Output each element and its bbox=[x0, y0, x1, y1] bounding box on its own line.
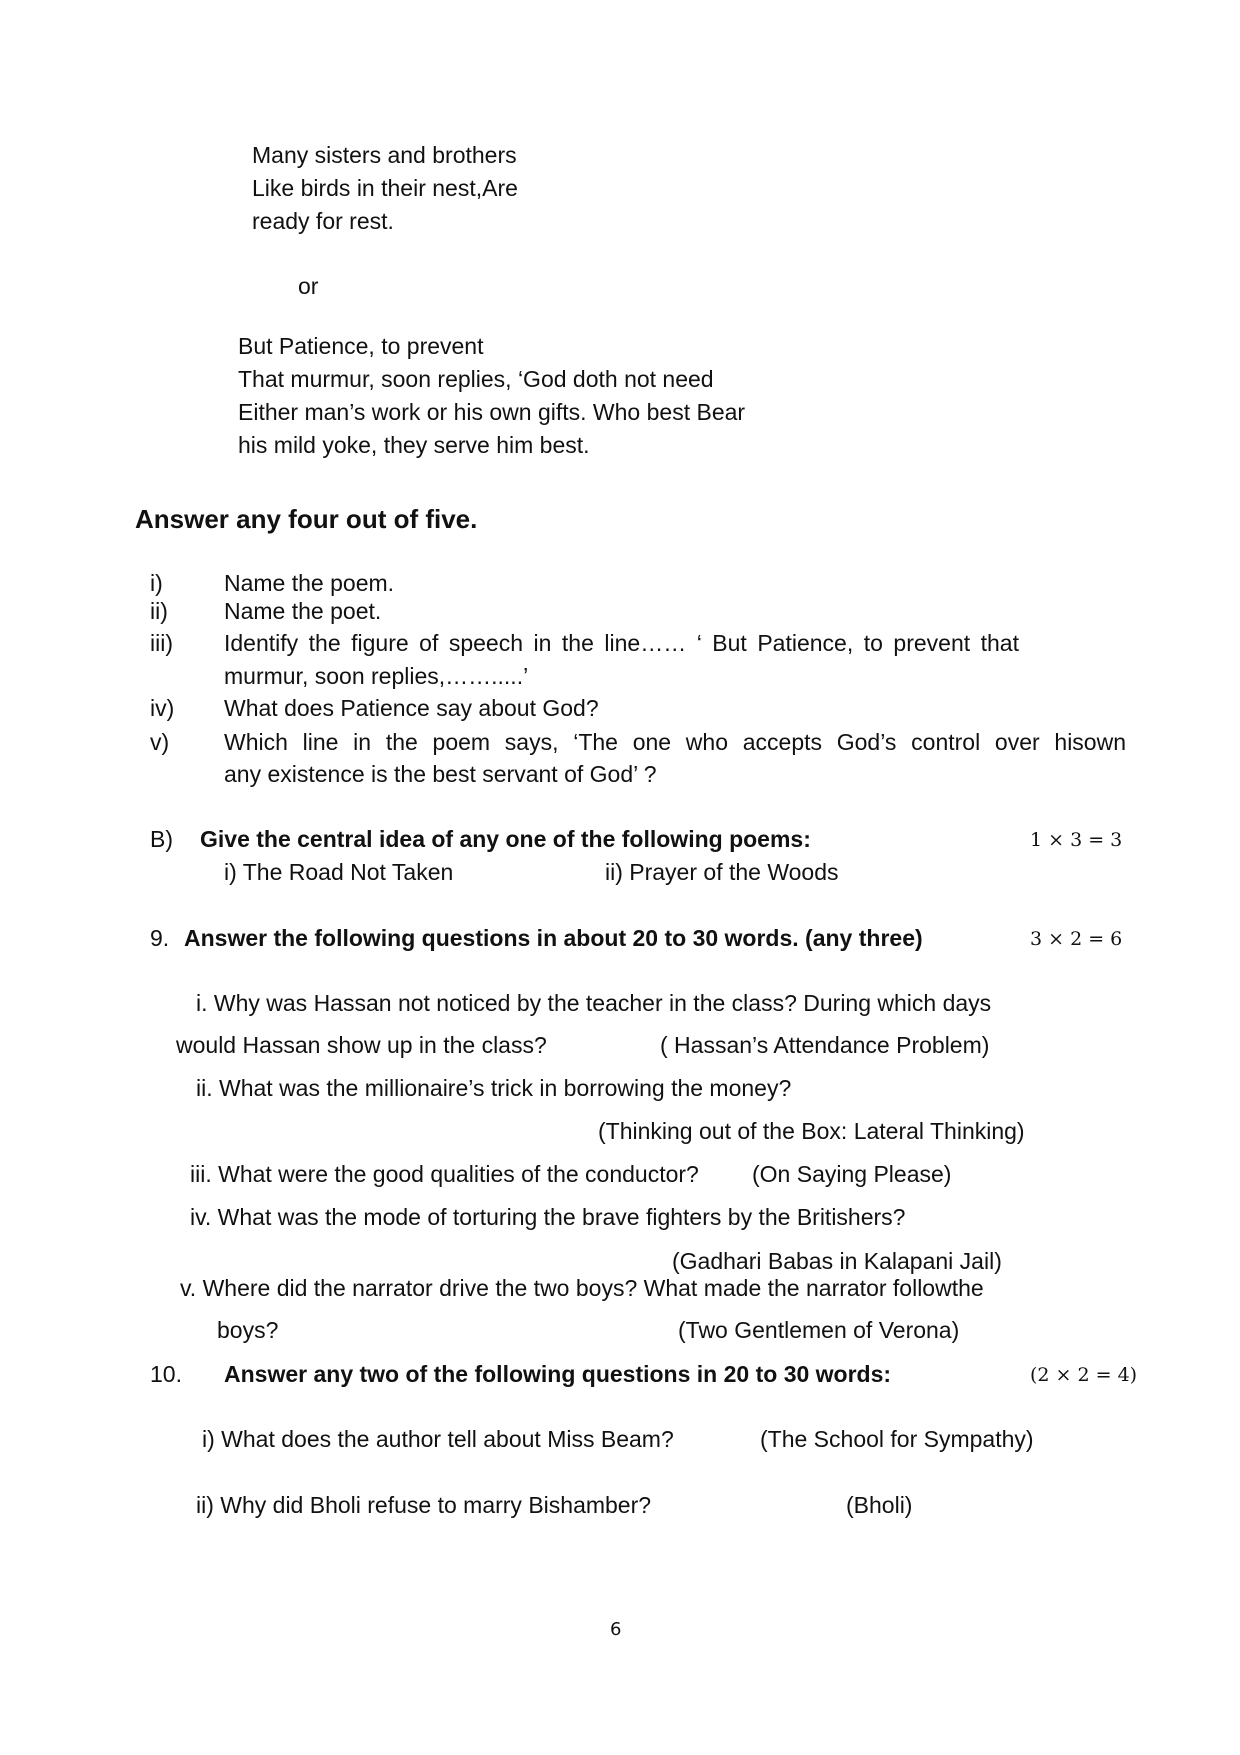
marks-label: (2 × 2 = 4) bbox=[1030, 1364, 1138, 1386]
question-text: iii. What were the good qualities of the conductor? bbox=[190, 1161, 699, 1187]
section-label: B) bbox=[150, 826, 173, 852]
question-text: Which line in the poem says, ‘The one who accepts God’s control over hisown bbox=[224, 729, 1126, 755]
question-text: v. Where did the narrator drive the two boys? What made the narrator followthe bbox=[180, 1275, 984, 1301]
question-heading: Answer the following questions in about 20 to 30 words. (any three) bbox=[184, 925, 923, 951]
poem-line: That murmur, soon replies, ‘God doth not need bbox=[238, 366, 714, 392]
marks-label: 3 × 2 = 6 bbox=[1030, 928, 1123, 950]
section-heading: Answer any four out of five. bbox=[135, 504, 478, 534]
question-number: iii) bbox=[150, 630, 173, 656]
marks-label: 1 × 3 = 3 bbox=[1030, 829, 1123, 851]
poem-line: Many sisters and brothers bbox=[252, 142, 517, 168]
source-label: (On Saying Please) bbox=[752, 1161, 952, 1187]
question-heading: Answer any two of the following questions in 20 to 30 words: bbox=[224, 1361, 892, 1387]
source-label: (Gadhari Babas in Kalapani Jail) bbox=[672, 1248, 1002, 1274]
source-label: ( Hassan’s Attendance Problem) bbox=[660, 1032, 990, 1058]
question-text: Identify the figure of speech in the line…… ‘ But Patience, to prevent that bbox=[224, 630, 1019, 656]
question-text: i) What does the author tell about Miss Beam? bbox=[202, 1426, 674, 1452]
poem-line: Either man’s work or his own gifts. Who best Bear bbox=[238, 399, 746, 425]
question-text: boys? bbox=[217, 1317, 279, 1343]
question-number: ii) bbox=[150, 598, 168, 624]
question-number: i) bbox=[150, 570, 163, 596]
question-number: v) bbox=[150, 729, 170, 755]
question-text: Name the poem. bbox=[224, 570, 395, 596]
question-number: 10. bbox=[150, 1361, 182, 1387]
question-number: 9. bbox=[150, 925, 170, 951]
question-text: What does Patience say about God? bbox=[224, 695, 599, 721]
page-number: 6 bbox=[610, 1619, 622, 1640]
question-text: Name the poet. bbox=[224, 598, 382, 624]
question-text: ii) Why did Bholi refuse to marry Bishamber? bbox=[196, 1492, 652, 1518]
source-label: (The School for Sympathy) bbox=[760, 1426, 1034, 1452]
question-text: any existence is the best servant of God’ ? bbox=[224, 761, 657, 787]
question-text: murmur, soon replies,…….....’ bbox=[224, 663, 529, 689]
source-label: (Two Gentlemen of Verona) bbox=[678, 1317, 960, 1343]
question-number: iv) bbox=[150, 695, 175, 721]
or-separator: or bbox=[298, 273, 319, 299]
poem-line: Like birds in their nest,Are bbox=[252, 175, 518, 201]
question-text: would Hassan show up in the class? bbox=[176, 1032, 547, 1058]
source-label: (Thinking out of the Box: Lateral Thinking) bbox=[598, 1118, 1025, 1144]
poem-line: ready for rest. bbox=[252, 208, 394, 234]
question-text: i. Why was Hassan not noticed by the teacher in the class? During which days bbox=[196, 990, 992, 1016]
section-heading: Give the central idea of any one of the following poems: bbox=[200, 826, 811, 852]
question-text: iv. What was the mode of torturing the brave fighters by the Britishers? bbox=[190, 1204, 906, 1230]
poem-line: his mild yoke, they serve him best. bbox=[238, 432, 590, 458]
question-text: ii. What was the millionaire’s trick in borrowing the money? bbox=[196, 1075, 792, 1101]
poem-option: i) The Road Not Taken bbox=[224, 859, 454, 885]
poem-line: But Patience, to prevent bbox=[238, 333, 484, 359]
source-label: (Bholi) bbox=[846, 1492, 913, 1518]
poem-option: ii) Prayer of the Woods bbox=[605, 859, 839, 885]
